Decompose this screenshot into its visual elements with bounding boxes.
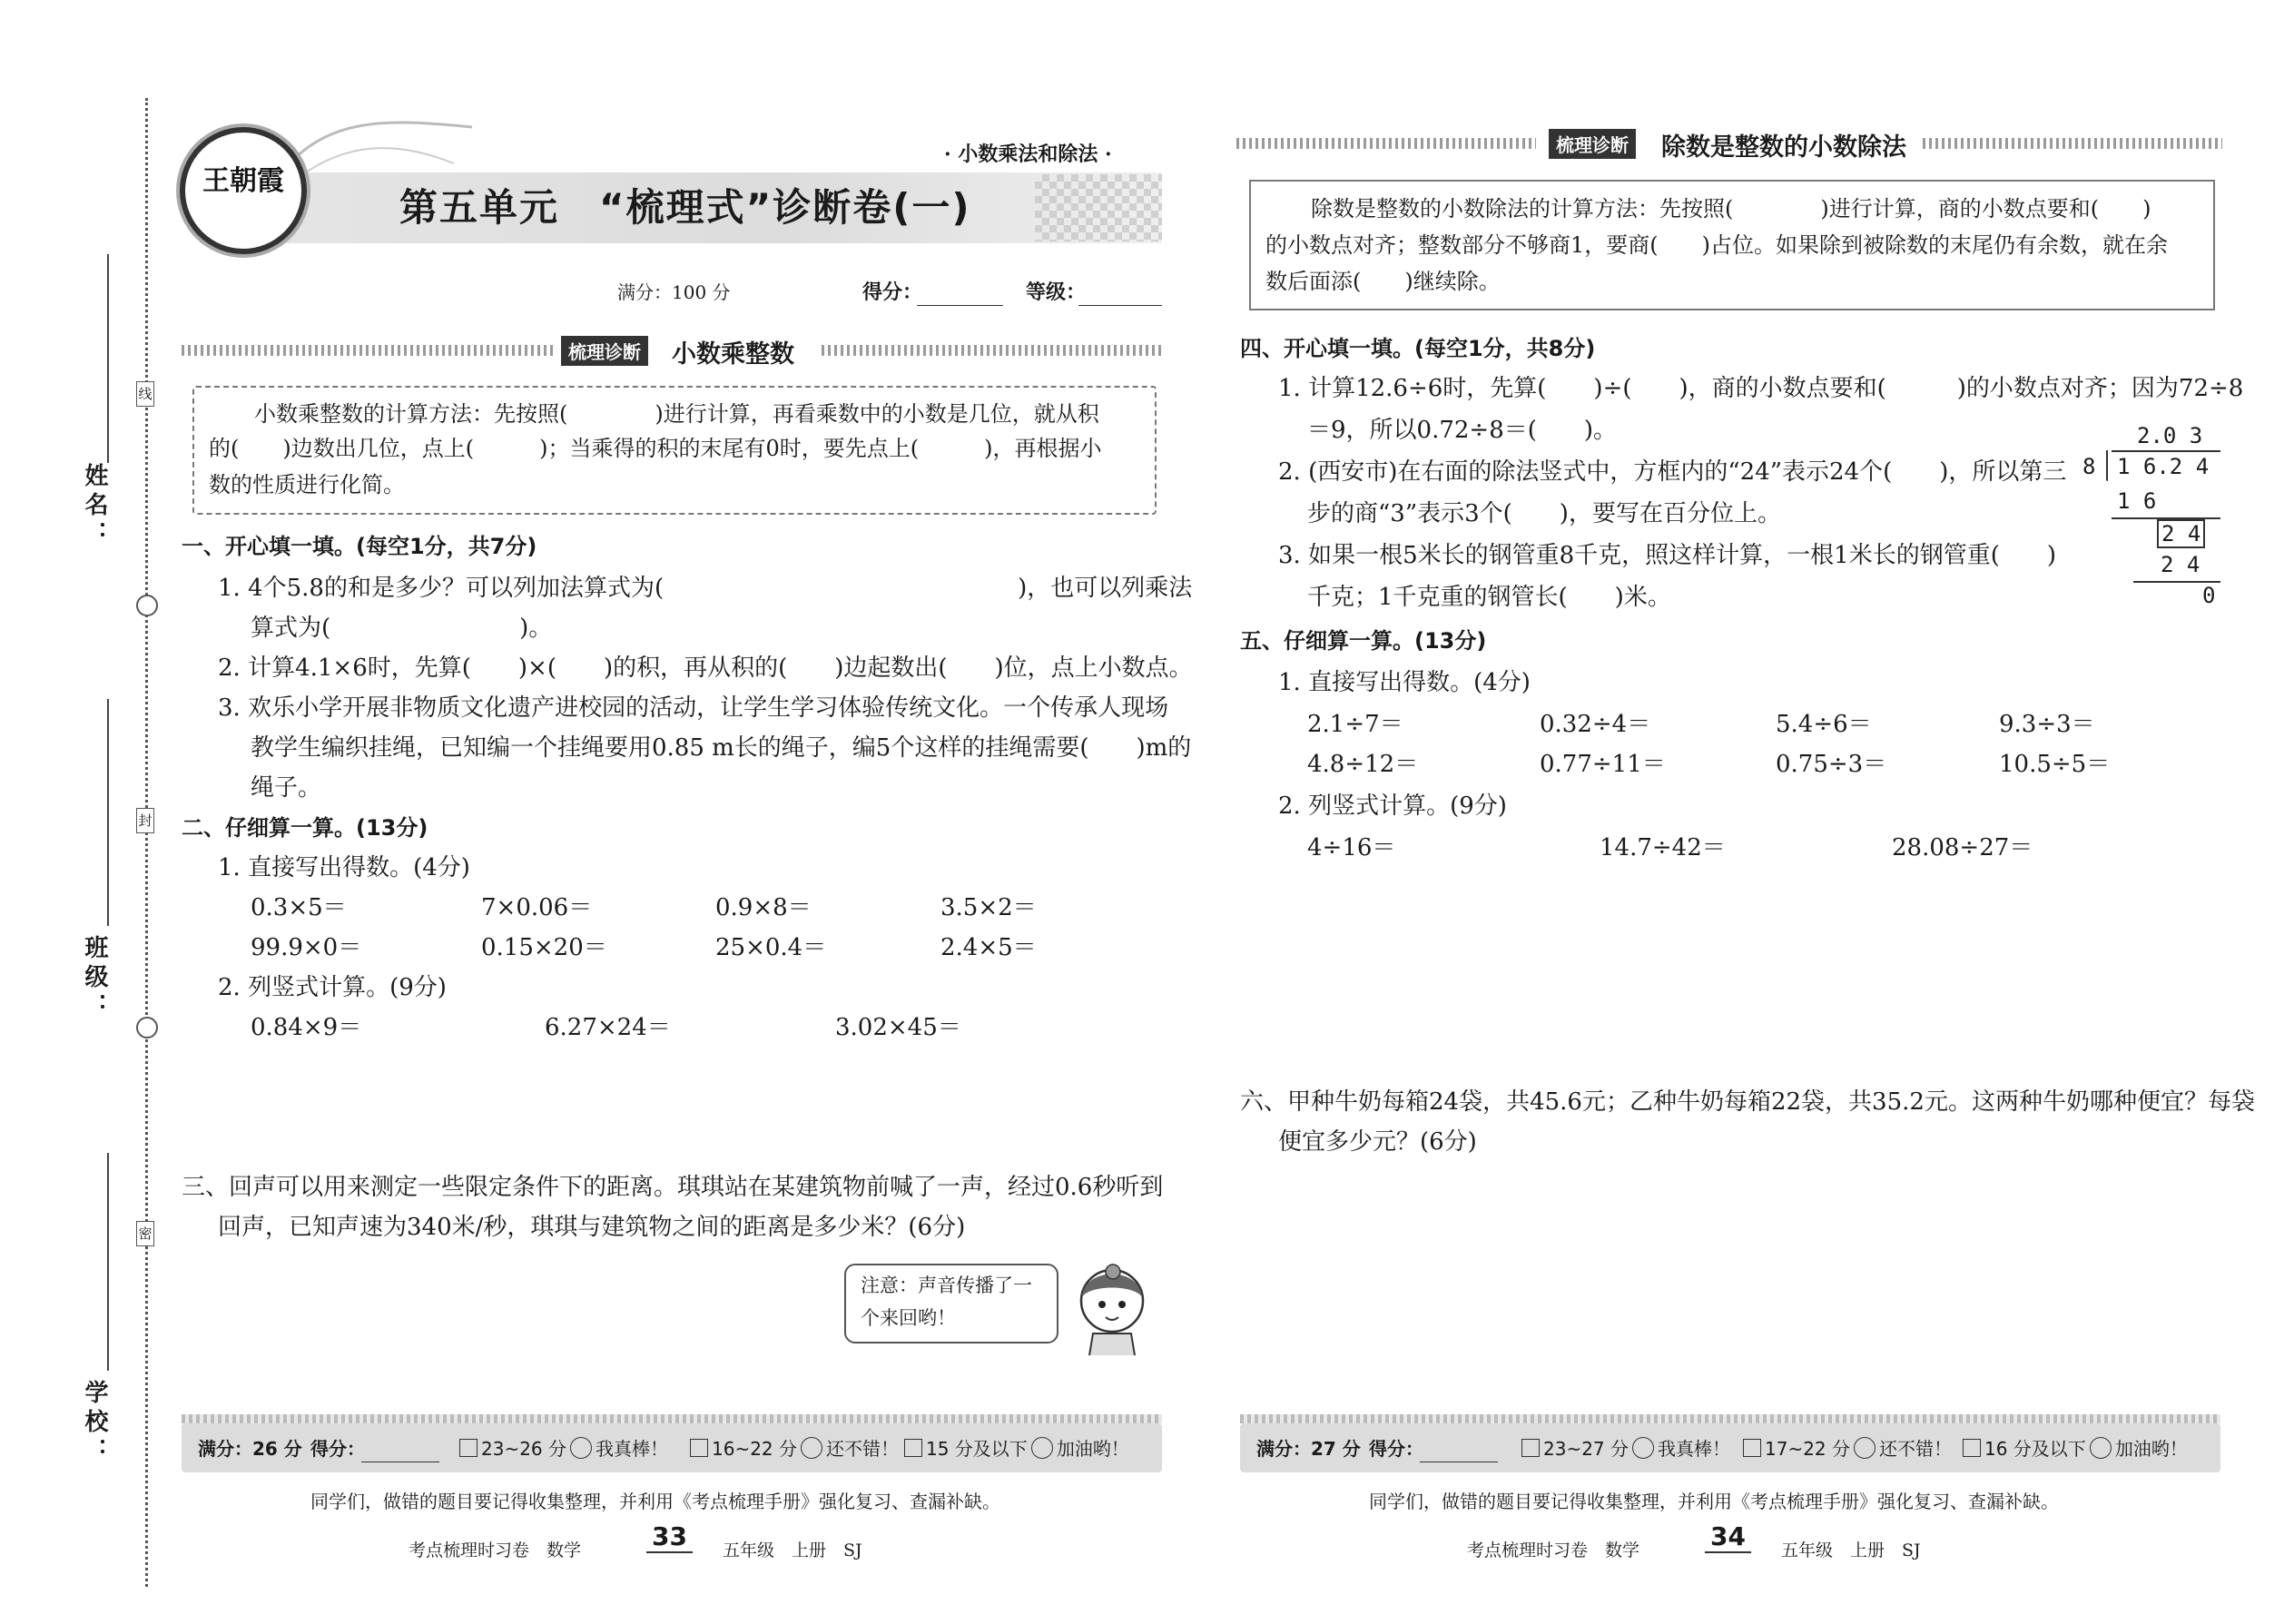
question-line: ＝9，所以0.72÷8＝( )。 (1307, 417, 1618, 444)
section-full-score: 满分：27 分 (1256, 1438, 1361, 1460)
section-score-field[interactable] (361, 1434, 439, 1462)
oral-item: 2.4×5＝ (940, 934, 1037, 961)
footer-grade: 五年级 上册 SJ (1781, 1540, 1921, 1560)
long-division: 2.0 3 8 1 6.2 4 1 6 2 4 2 4 0 (2079, 418, 2224, 617)
rule-line: 数的性质进行化简。 (209, 472, 405, 497)
school-field[interactable] (107, 1153, 109, 1371)
class-field[interactable] (107, 699, 109, 926)
question-heading: 五、仔细算一算。(13分) (1240, 628, 1487, 654)
oral-item: 5.4÷6＝ (1776, 711, 1872, 738)
question-heading: 一、开心填一填。(每空1分，共7分) (182, 534, 537, 559)
footer-series: 考点梳理时习卷 数学 (1467, 1540, 1640, 1560)
smile-face-icon (570, 1437, 592, 1459)
binding-dotted-line (145, 98, 148, 1587)
section-score-field[interactable] (1420, 1434, 1498, 1462)
oral-item: 0.15×20＝ (481, 934, 607, 961)
name-field[interactable] (107, 254, 109, 463)
score-field[interactable] (917, 278, 1003, 306)
checkbox-icon[interactable] (904, 1439, 922, 1457)
scorebar-pattern (1240, 1414, 2220, 1423)
footer-grade: 五年级 上册 SJ (723, 1540, 862, 1560)
cut-mark-secret: 密 (136, 1221, 154, 1246)
question-line: 教学生编织挂绳，已知编一个挂绳要用0.85 m长的绳子，编5个这样的挂绳需要( )m的 (251, 734, 1192, 762)
oral-item: 2.1÷7＝ (1307, 711, 1403, 738)
question-line: 回声，已知声速为340米/秒，琪琪与建筑物之间的距离是多少米？(6分) (218, 1214, 966, 1241)
sub-question: 2. 列竖式计算。(9分) (1278, 792, 1507, 820)
neutral-face-icon (1854, 1437, 1876, 1459)
tier-option[interactable]: 16~22 分 还不错！ (690, 1429, 899, 1469)
oral-item: 0.32÷4＝ (1540, 711, 1651, 738)
question-line: 2. (西安市)在右面的除法竖式中，方框内的“24”表示24个( )，所以第三 (1278, 458, 2067, 486)
section-full-score: 满分：26 分 (198, 1438, 302, 1460)
question-line: 1. 4个5.8的和是多少？可以列加法算式为( )，也可以列乘法 (218, 575, 1193, 602)
page-number: 33 (646, 1521, 693, 1553)
question-line: 六、甲种牛奶每箱24袋，共45.6元；乙种牛奶每箱22袋，共35.2元。这两种牛奶哪种便宜？每袋 (1240, 1088, 2255, 1116)
cheer-face-icon (2090, 1437, 2112, 1459)
scorebar-pattern (182, 1414, 1162, 1423)
neutral-face-icon (801, 1437, 822, 1459)
sub-question: 2. 列竖式计算。(9分) (218, 974, 447, 1001)
checkbox-icon[interactable] (690, 1439, 708, 1457)
cut-mark-seal: 封 (136, 808, 154, 833)
oral-item: 0.75÷3＝ (1776, 751, 1887, 778)
section-score-label: 得分： (1369, 1438, 1423, 1460)
oral-item: 7×0.06＝ (481, 894, 593, 921)
smile-face-icon (1632, 1437, 1654, 1459)
binding-ring-icon (136, 1017, 158, 1038)
oral-item: 25×0.4＝ (715, 934, 827, 961)
cut-mark-line: 线 (136, 381, 154, 407)
vertical-calc: 3.02×45＝ (835, 1014, 961, 1041)
section-hatch (1236, 138, 1536, 149)
vertical-calc: 6.27×24＝ (545, 1014, 671, 1041)
full-score: 满分：100 分 (617, 281, 731, 303)
brand-logo: 王朝霞 (180, 127, 307, 254)
rule-line: 小数乘整数的计算方法：先按照( )进行计算，再看乘数中的小数是几位，就从积 (254, 401, 1099, 427)
school-label: 学校： (81, 1380, 108, 1467)
oral-item: 10.5÷5＝ (1999, 751, 2111, 778)
section-tag: 梳理诊断 (1549, 129, 1636, 159)
section-title: 除数是整数的小数除法 (1661, 133, 1906, 162)
section-hatch (182, 345, 556, 356)
question-line: 千克；1千克重的钢管长( )米。 (1307, 584, 1671, 611)
banner-pattern (1035, 174, 1162, 241)
footer-series: 考点梳理时习卷 数学 (409, 1540, 582, 1560)
tier-option[interactable]: 16 分及以下 加油哟！ (1963, 1429, 2188, 1469)
question-line: 3. 如果一根5米长的钢管重8千克，照这样计算，一根1米长的钢管重( ) (1278, 542, 2056, 569)
section-tag: 梳理诊断 (561, 336, 648, 366)
name-label: 姓名： (81, 463, 108, 550)
oral-item: 3.5×2＝ (940, 894, 1037, 921)
question-line: 1. 计算12.6÷6时，先算( )÷( )，商的小数点要和( )的小数点对齐；因为72÷8 (1278, 375, 2244, 402)
rule-line: 的( )边数出几位，点上( )；当乘得的积的末尾有0时，要先点上( )，再根据小 (209, 436, 1102, 461)
section-score-label: 得分： (310, 1438, 365, 1460)
tier-option[interactable]: 17~22 分 还不错！ (1743, 1429, 1952, 1469)
question-line: 绳子。 (251, 774, 322, 802)
hint-text: 个来回哟！ (861, 1307, 956, 1329)
header-topic: · 小数乘法和除法 · (944, 143, 1112, 166)
oral-item: 4.8÷12＝ (1307, 751, 1419, 778)
checkbox-icon[interactable] (1521, 1439, 1540, 1457)
review-note: 同学们，做错的题目要记得收集整理，并利用《考点梳理手册》强化复习、查漏补缺。 (1369, 1491, 2059, 1512)
question-line: 三、回声可以用来测定一些限定条件下的距离。琪琪站在某建筑物前喊了一声，经过0.6秒听到 (182, 1174, 1164, 1201)
question-line: 步的商“3”表示3个( )，要写在百分位上。 (1307, 500, 1781, 527)
girl-mascot-icon (1062, 1257, 1162, 1357)
question-line: 算式为( )。 (251, 615, 553, 642)
oral-item: 0.3×5＝ (251, 894, 347, 921)
checkbox-icon[interactable] (1743, 1439, 1761, 1457)
grade-field[interactable] (1078, 278, 1162, 306)
section-hatch (822, 345, 1162, 356)
tier-option[interactable]: 23~27 分 我真棒！ (1521, 1429, 1730, 1469)
tier-option[interactable]: 23~26 分 我真棒！ (459, 1429, 668, 1469)
page-number: 34 (1705, 1521, 1751, 1553)
section-title: 小数乘整数 (672, 340, 794, 369)
rule-line: 数后面添( )继续除。 (1265, 269, 1501, 294)
question-heading: 四、开心填一填。(每空1分，共8分) (1240, 336, 1596, 361)
vertical-calc: 0.84×9＝ (251, 1014, 362, 1041)
oral-item: 9.3÷3＝ (1999, 711, 2095, 738)
hint-text: 注意：声音传播了一 (861, 1275, 1032, 1296)
vertical-calc: 14.7÷42＝ (1600, 834, 1726, 861)
oral-item: 99.9×0＝ (251, 934, 362, 961)
checkbox-icon[interactable] (1963, 1439, 1981, 1457)
sub-question: 1. 直接写出得数。(4分) (218, 854, 470, 881)
grade-label: 等级： (1026, 281, 1087, 304)
question-heading: 二、仔细算一算。(13分) (182, 815, 428, 841)
score-label: 得分： (862, 281, 923, 304)
vertical-calc: 28.08÷27＝ (1892, 834, 2033, 861)
checkbox-icon[interactable] (459, 1439, 478, 1457)
tier-option[interactable]: 15 分及以下 加油哟！ (904, 1429, 1129, 1469)
vertical-calc: 4÷16＝ (1307, 834, 1396, 861)
review-note: 同学们，做错的题目要记得收集整理，并利用《考点梳理手册》强化复习、查漏补缺。 (310, 1491, 1000, 1512)
cheer-face-icon (1031, 1437, 1053, 1459)
class-label: 班级： (81, 935, 108, 1022)
question-line: 3. 欢乐小学开展非物质文化遗产进校园的活动，让学生学习体验传统文化。一个传承人现场 (218, 694, 1169, 722)
question-line: 便宜多少元？(6分) (1278, 1128, 1477, 1156)
question-line: 2. 计算4.1×6时，先算( )×( )的积，再从积的( )边起数出( )位，点上小数点。 (218, 655, 1193, 682)
rule-line: 除数是整数的小数除法的计算方法：先按照( )进行计算，商的小数点要和( ) (1311, 196, 2151, 221)
oral-item: 0.9×8＝ (715, 894, 812, 921)
page-title: 第五单元 “梳理式”诊断卷(一) (399, 185, 971, 230)
binding-ring-icon (136, 595, 158, 616)
rule-line: 的小数点对齐；整数部分不够商1，要商( )占位。如果除到被除数的末尾仍有余数，就在余 (1265, 232, 2168, 258)
sub-question: 1. 直接写出得数。(4分) (1278, 669, 1531, 696)
oral-item: 0.77÷11＝ (1540, 751, 1666, 778)
section-hatch (1923, 138, 2222, 149)
